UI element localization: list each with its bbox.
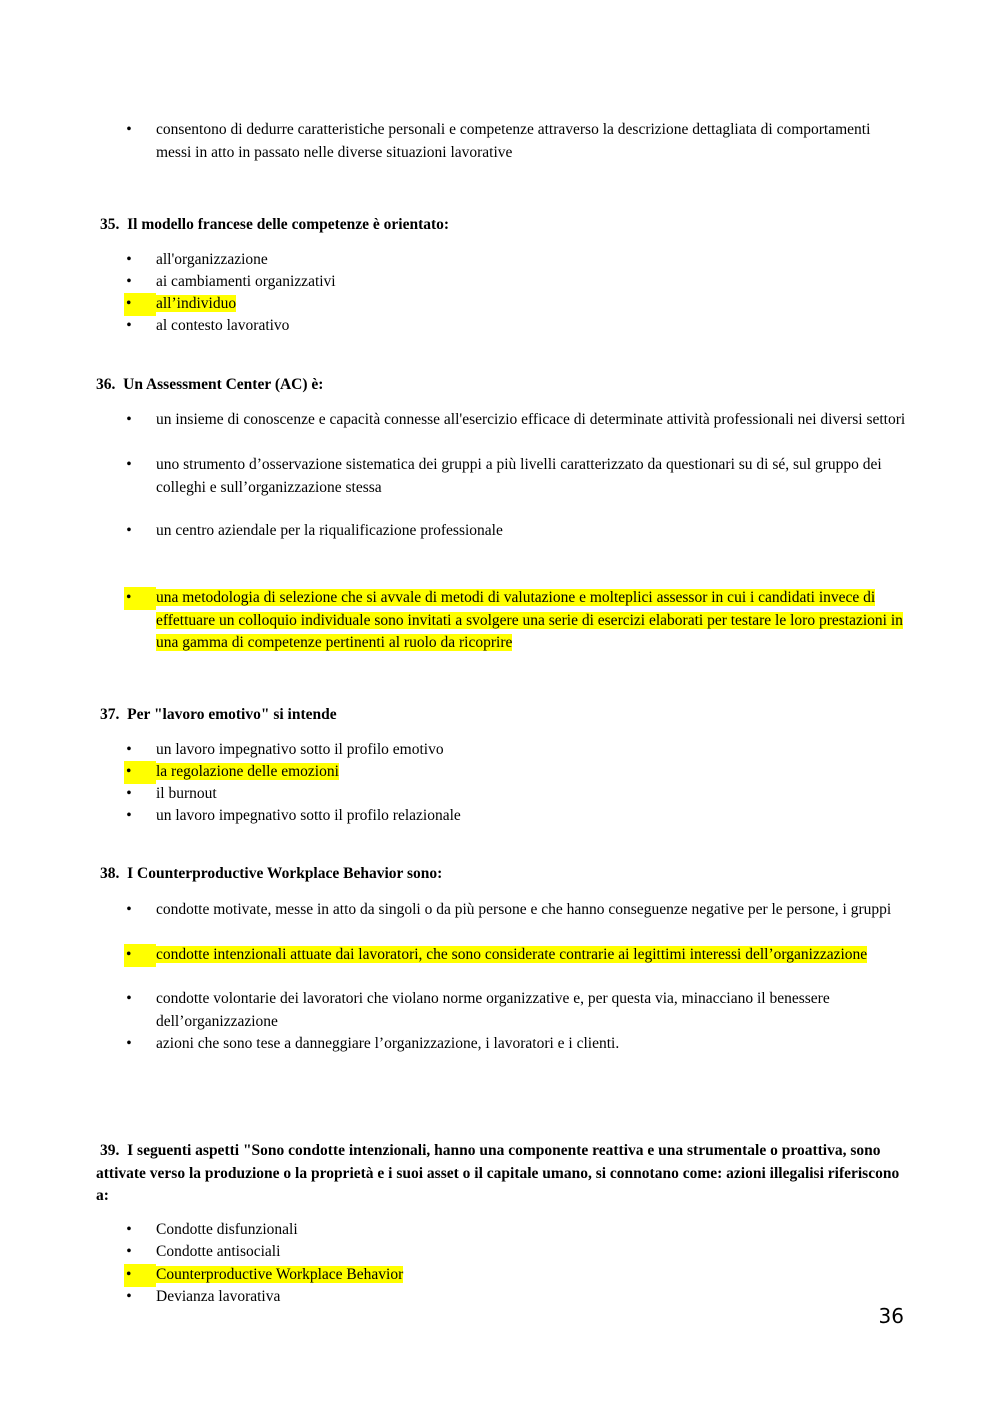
option-item: condotte motivate, messe in atto da singoli o da più persone e che hanno conseguenze negative per le persone, i gruppi: [156, 901, 892, 918]
bullet-icon: •: [124, 587, 156, 610]
bullet-icon: •: [126, 251, 132, 268]
question-38-heading: [100, 863, 442, 886]
option-item: un lavoro impegnativo sotto il profilo emotivo: [156, 741, 444, 758]
bullet-icon: •: [126, 317, 132, 334]
bullet-icon: •: [126, 522, 132, 539]
option-item: Condotte disfunzionali: [156, 1221, 298, 1238]
highlighted-answer: Counterproductive Workplace Behavior: [156, 1266, 404, 1283]
list-item: consentono di dedurre caratteristiche personali e competenze attraverso la descrizione dettagliata di comportamenti messi in atto in passato nelle diverse situazioni lavorative: [156, 121, 871, 161]
bullet-icon: •: [126, 411, 132, 428]
option-item: uno strumento d’osservazione sistematica dei gruppi a più livelli caratterizzato da questionari su di sé, sul gruppo dei colleghi e sull’organizzazione stessa: [156, 456, 882, 496]
bullet-icon: •: [124, 944, 156, 967]
question-number: 37.: [100, 706, 120, 723]
option-item: all'organizzazione: [156, 251, 268, 268]
option-item: al contesto lavorativo: [156, 317, 290, 334]
highlighted-answer: condotte intenzionali attuate dai lavoratori, che sono considerate contrarie ai legittimi interessi dell’organizzazione: [156, 946, 868, 963]
option-item-correct: [156, 944, 908, 967]
option-item-correct: [156, 293, 908, 316]
question-title: I Counterproductive Workplace Behavior sono:: [127, 865, 443, 882]
question-title: Un Assessment Center (AC) è:: [123, 376, 324, 393]
question-title: Per "lavoro emotivo" si intende: [127, 706, 337, 723]
bullet-icon: •: [124, 761, 156, 784]
option-item: un insieme di conoscenze e capacità connesse all'esercizio efficace di determinate attività professionali nei diversi settori: [156, 411, 906, 428]
option-item: Devianza lavorativa: [156, 1288, 281, 1305]
page-number: 36: [878, 1304, 904, 1328]
bullet-icon: •: [126, 807, 132, 824]
bullet-icon: •: [126, 990, 132, 1007]
bullet-icon: •: [126, 1035, 132, 1052]
highlighted-answer: una metodologia di selezione che si avvale di metodi di valutazione e molteplici assessor in cui i candidati invece di effettuare un colloquio individuale sono invitati a svolgere una serie di esercizi elaborati per testare le loro prestazioni in una gamma di competenze pertinenti al ruolo da ricoprire: [156, 589, 903, 651]
question-number: 39.: [100, 1142, 120, 1159]
highlighted-answer: la regolazione delle emozioni: [156, 763, 339, 780]
question-title: I seguenti aspetti "Sono condotte intenzionali, hanno una componente reattiva e una strumentale o proattiva, sono attivate verso la produzione o la proprietà e i suoi asset o il capitale umano, si connotano come: azioni illegalisi riferiscono a:: [96, 1142, 900, 1204]
question-number: 38.: [100, 865, 120, 882]
bullet-icon: •: [126, 1221, 132, 1238]
option-item: un lavoro impegnativo sotto il profilo relazionale: [156, 807, 461, 824]
option-item: Condotte antisociali: [156, 1243, 281, 1260]
bullet-icon: •: [126, 785, 132, 802]
bullet-icon: •: [126, 121, 132, 138]
option-item: condotte volontarie dei lavoratori che violano norme organizzative e, per questa via, minacciano il benessere dell’organizzazione: [156, 990, 830, 1030]
question-35-heading: [100, 214, 449, 237]
question-39-heading: [96, 1140, 908, 1208]
bullet-icon: •: [126, 1288, 132, 1305]
question-36-heading: [96, 374, 323, 397]
bullet-icon: •: [126, 741, 132, 758]
highlighted-answer: all’individuo: [156, 295, 237, 312]
question-number: 35.: [100, 216, 120, 233]
question-number: 36.: [96, 376, 116, 393]
option-item: azioni che sono tese a danneggiare l’organizzazione, i lavoratori e i clienti.: [156, 1035, 620, 1052]
option-item: il burnout: [156, 785, 217, 802]
question-37-heading: [100, 704, 337, 727]
bullet-icon: •: [126, 273, 132, 290]
option-item-correct: [156, 587, 908, 655]
bullet-icon: •: [126, 901, 132, 918]
option-item: un centro aziendale per la riqualificazione professionale: [156, 522, 503, 539]
bullet-icon: •: [126, 1243, 132, 1260]
bullet-icon: •: [124, 293, 156, 316]
option-item-correct: [156, 1264, 908, 1287]
option-item: ai cambiamenti organizzativi: [156, 273, 336, 290]
option-item-correct: [156, 761, 908, 784]
bullet-icon: •: [126, 456, 132, 473]
bullet-icon: •: [124, 1264, 156, 1287]
question-title: Il modello francese delle competenze è orientato:: [127, 216, 450, 233]
